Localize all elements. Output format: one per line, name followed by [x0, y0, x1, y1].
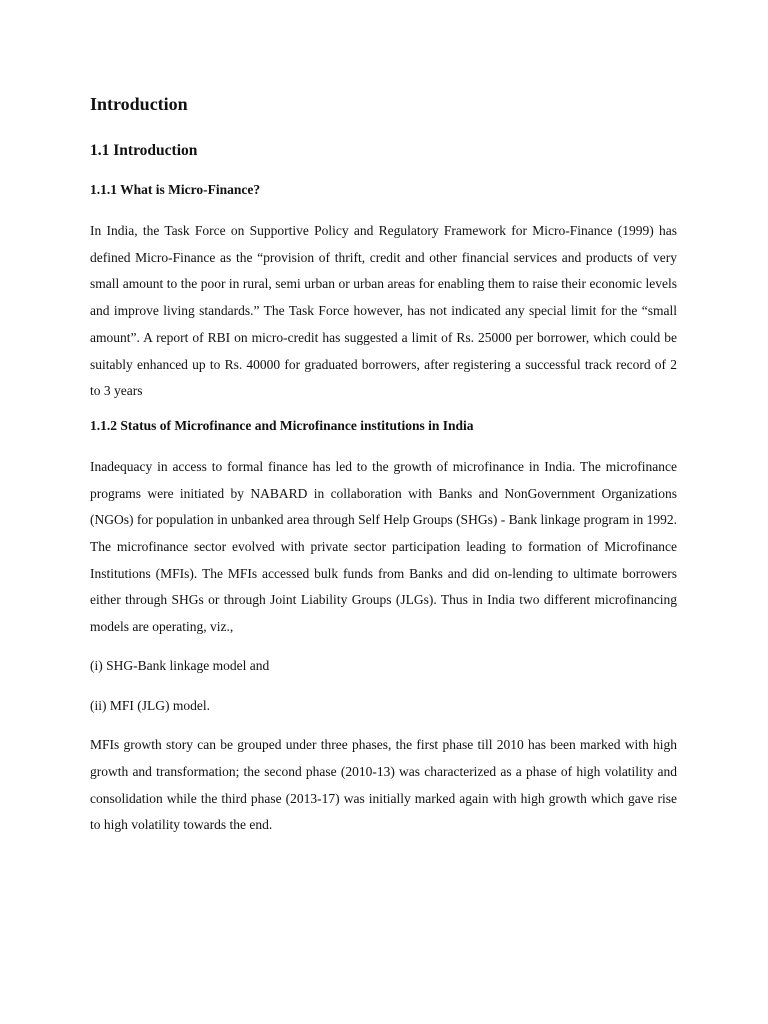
- list-item-model-1: (i) SHG-Bank linkage model and: [90, 657, 270, 673]
- subsection-heading-1-1-1: 1.1.1 What is Micro-Finance?: [90, 182, 261, 197]
- paragraph-mfi-growth-phases: MFIs growth story can be grouped under three phases, the first phase till 2010 has been marked with high growth and transformation; the second phase (2010-13) was characterized as a phase of high volatility and consolidation while the third phase (2013-17) was initially marked again with high growth which gave rise to high volatility towards the end.: [90, 737, 677, 833]
- paragraph-micro-finance-definition: In India, the Task Force on Supportive Policy and Regulatory Framework for Micro-Finance (1999) has defined Micro-Finance as the “provision of thrift, credit and other financial services and products of very small amount to the poor in rural, semi urban or urban areas for enabling them to raise their economic levels and improve living standards.” The Task Force however, has not indicated any special limit for the “small amount”. A report of RBI on micro-credit has suggested a limit of Rs. 25000 per borrower, which could be suitably enhanced up to Rs. 40000 for graduated borrowers, after registering a successful track record of 2 to 3 years: [90, 223, 677, 399]
- subsection-heading-1-1-2: 1.1.2 Status of Microfinance and Microfinance institutions in India: [90, 417, 474, 433]
- paragraph-microfinance-status: Inadequacy in access to formal finance has led to the growth of microfinance in India. The microfinance programs were initiated by NABARD in collaboration with Banks and NonGovernment Organizations (NGOs) for population in unbanked area through Self Help Groups (SHGs) - Bank linkage program in 1992. The microfinance sector evolved with private sector participation leading to formation of Microfinance Institutions (MFIs). The MFIs accessed bulk funds from Banks and did on-lending to ultimate borrowers either through SHGs or through Joint Liability Groups (JLGs). Thus in India two different microfinancing models are operating, viz.,: [90, 458, 677, 635]
- list-item-model-2: (ii) MFI (JLG) model.: [90, 697, 210, 713]
- document-title: Introduction: [90, 94, 188, 114]
- document-body: [90, 92, 677, 851]
- section-heading-1-1: 1.1 Introduction: [90, 142, 198, 159]
